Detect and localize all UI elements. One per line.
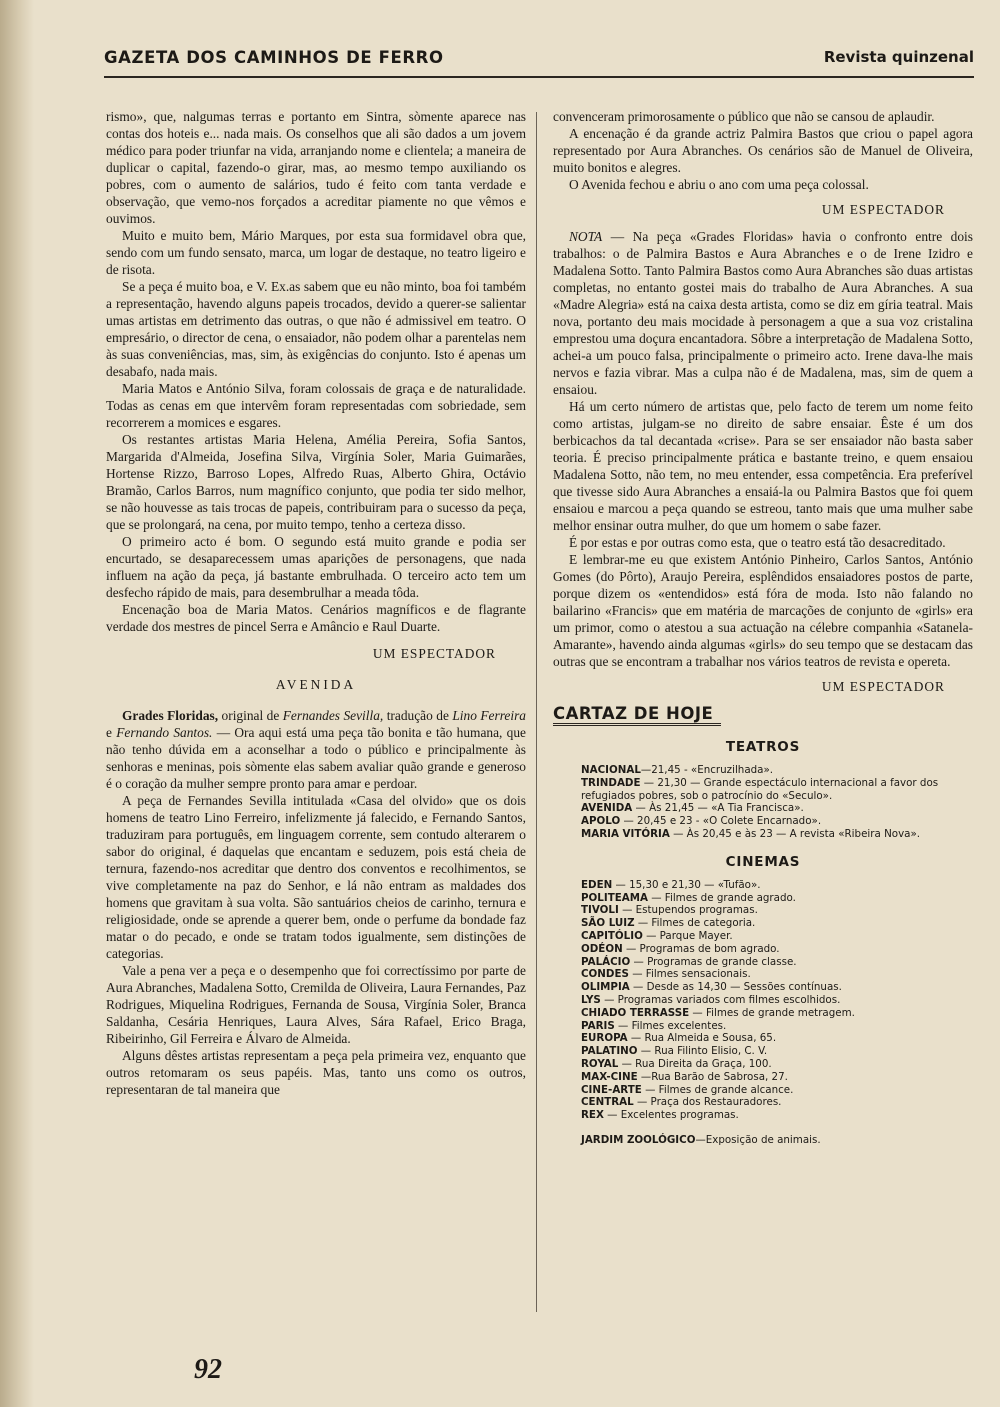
list-item bbox=[581, 904, 973, 917]
lead-text: original de bbox=[218, 708, 283, 723]
list-item bbox=[581, 1071, 973, 1084]
paragraph: E lembrar-me eu que existem António Pinheiro, Carlos Santos, António Gomes (do Pôrto), Araujo Pereira, esplêndidos ensaiadores postos de parte, porque dizem os «entendidos» está fóra de moda. Isto não falando no bailarino «Francis» que em matéria de marcações de conjunto de «girls» era um primor, como o atestou a sua actuação na célebre companhia «Satanela-Amarante», havendo ainda algumas «girls» do seu tempo que se destacam das outras que se encontram a trabalhar nos vários teatros de revista e opereta. bbox=[553, 552, 973, 669]
list-item bbox=[581, 1084, 973, 1097]
listing-info: — Filmes de grande metragem. bbox=[689, 1006, 855, 1019]
listing-name: CINE-ARTE bbox=[581, 1083, 642, 1096]
listing-name: JARDIM ZOOLÓGICO bbox=[581, 1133, 696, 1146]
list-item bbox=[581, 1058, 973, 1071]
paragraph: Alguns dêstes artistas representam a peça pela primeira vez, enquanto que outros retomaram os seus papéis. Mas, tanto uns como os outros, representaran de tal maneira que bbox=[106, 1048, 526, 1097]
listing-info: — Rua Almeida e Sousa, 65. bbox=[627, 1032, 777, 1045]
paragraph: convenceram primorosamente o público que não se cansou de aplaudir. bbox=[553, 109, 935, 124]
listing-name: CONDES bbox=[581, 968, 629, 981]
avenida-lead-paragraph bbox=[106, 707, 526, 792]
paragraph: Os restantes artistas Maria Helena, Amélia Pereira, Sofia Santos, Margarida d'Almeida, Josefina Silva, Virgínia Soler, Maria Guimarães, Hortense Rizzo, Barroso Lopes, Alfredo Ruas, Alberto Ghira, Octávio Bramão, Carlos Barros, num magnífico conjunto, que podia ter sido melhor, se não houvesse as tais trocas de papeis, contribuiram para o sucesso da peça, que se prolongará, na cena, por muito tempo, tenho a certeza disso. bbox=[106, 432, 526, 532]
paragraph: Se a peça é muito boa, e V. Ex.as sabem que eu não minto, boa foi também a representação, havendo alguns papeis trocados, devido a querer-se salientar umas artistas em detrimento das outras, o que não é admissivel em teatro. O empresário, o director de cena, o ensaiador, não podem olhar a parentelas nem às suas conveniências, mas, sim, às exigências do conjunto. Isto é apenas um desabafo, nada mais. bbox=[106, 279, 526, 379]
author-signature: UM ESPECTADOR bbox=[821, 679, 945, 694]
listing-name: ODÉON bbox=[581, 942, 623, 955]
publication-title: GAZETA DOS CAMINHOS DE FERRO bbox=[104, 48, 444, 67]
listing-info: —Rua Barão de Sabrosa, 27. bbox=[637, 1070, 788, 1083]
listing-name: REX bbox=[581, 1109, 604, 1122]
listing-info: — Às 21,45 — «A Tia Francisca». bbox=[632, 802, 804, 815]
publication-subtitle: Revista quinzenal bbox=[823, 48, 974, 66]
theatres-heading: TEATROS bbox=[725, 739, 801, 755]
listing-name: PARIS bbox=[581, 1019, 615, 1032]
listing-name: PALATINO bbox=[581, 1045, 638, 1058]
listing-name: CENTRAL bbox=[581, 1096, 634, 1109]
running-header bbox=[104, 48, 974, 72]
listing-name: ROYAL bbox=[581, 1057, 619, 1070]
nota-paragraph bbox=[553, 228, 973, 398]
listing-info: — Rua Direita da Graça, 100. bbox=[618, 1057, 772, 1070]
paragraph: Maria Matos e António Silva, foram colossais de graça e de naturalidade. Todas as cenas em que intervêm foram representadas com sobriedade, sem recorrerem a momices e esgares. bbox=[106, 381, 526, 430]
paragraph: Vale a pena ver a peça e o desempenho que foi correctíssimo por parte de Aura Abranches, Madalena Sotto, Cremilda de Oliveira, Laura Fernandes, Paz Rodrigues, Miquelina Rodrigues, Fernanda de Sousa, Virgínia Soler, Branca Saldanha, Cesária Henriques, Laura Alves, Sára Rafael, Erico Braga, Ribeirinho, Gil Ferreira e Álvaro de Almeida. bbox=[106, 963, 526, 1046]
listing-info: —Exposição de animais. bbox=[695, 1133, 821, 1146]
list-item bbox=[581, 1109, 973, 1122]
nota-text: — Na peça «Grades Floridas» havia o confronto entre dois trabalhos: o de Palmira Bastos e Aura Abranches e o de Irene Izidro e Madalena Sotto. Tanto Palmira Bastos como Aura Abranches são duas artistas completas, no entanto gostei mais do trabalho de Aura Abranches. A sua «Madre Alegria» está na caixa desta artista, como se diz em gíria teatral. Mais nova, portanto deu mais mocidade à personagem a que a sua voz cristalina emprestou uma doçura encantadora. Sôbre a interpretação de Madalena Sotto, achei-a um pouco falsa, principalmente o primeiro acto. Irene dava-lhe mais nervos e fazia vibrar. Mas a culpa não é de Madalena, mas, sim de quem a ensaiou. bbox=[553, 229, 973, 397]
paragraph: Encenação boa de Maria Matos. Cenários magníficos e de flagrante verdade dos mestres de pincel Serra e Amâncio e Raul Duarte. bbox=[106, 602, 526, 634]
listing-info: — Rua Filinto Elisio, C. V. bbox=[637, 1045, 768, 1058]
play-title: Grades Floridas, bbox=[122, 708, 219, 723]
listing-name: LYS bbox=[581, 993, 601, 1006]
listing-name: EUROPA bbox=[581, 1032, 628, 1045]
lead-text: — Ora aqui está uma peça tão bonita e tão humana, que não tenho dúvida em a aconselhar a todo o público e principalmente às senhoras e meninas, pois sòmente elas sabem avaliar quão grande e generoso é o coração da mulher sempre pronto para amar e perdoar. bbox=[106, 725, 526, 791]
list-item bbox=[581, 777, 973, 790]
zoo-listing bbox=[581, 1132, 973, 1149]
list-item bbox=[581, 994, 973, 1007]
lead-text: tradução de bbox=[383, 708, 453, 723]
listing-name: CHIADO TERRASSE bbox=[581, 1006, 690, 1019]
listing-info: — 15,30 e 21,30 — «Tufão». bbox=[612, 878, 761, 891]
listing-info: —21,45 - «Encruzilhada». bbox=[640, 764, 774, 776]
listing-name: TIVOLI bbox=[581, 904, 619, 917]
left-column bbox=[106, 108, 526, 1098]
translator-name: Fernando Santos. bbox=[116, 725, 213, 740]
header-rule bbox=[104, 76, 974, 78]
listing-info: — Filmes sensacionais. bbox=[628, 968, 751, 981]
listing-info: — Programas de grande classe. bbox=[630, 955, 797, 968]
cinemas-list bbox=[581, 879, 973, 1122]
column-divider bbox=[536, 112, 537, 1312]
translator-name: Lino Ferreira bbox=[452, 708, 526, 723]
listing-info: — Parque Mayer. bbox=[642, 929, 733, 942]
listing-info: — Excelentes programas. bbox=[603, 1109, 739, 1122]
list-item bbox=[581, 968, 973, 981]
paragraph: É por estas e por outras como esta, que o teatro está tão desacreditado. bbox=[569, 535, 946, 550]
list-item bbox=[581, 892, 973, 905]
listing-info: — Filmes de grande alcance. bbox=[641, 1083, 794, 1096]
listing-info: — Filmes de categoria. bbox=[634, 917, 756, 930]
author-signature: UM ESPECTADOR bbox=[372, 646, 496, 661]
listing-info: — Estupendos programas. bbox=[618, 904, 758, 917]
list-item bbox=[581, 1020, 973, 1033]
list-item bbox=[581, 930, 973, 943]
listing-name: OLIMPIA bbox=[581, 981, 630, 994]
author-signature: UM ESPECTADOR bbox=[821, 202, 945, 217]
listing-info: — 20,45 e 23 - «O Colete Encarnado». bbox=[620, 815, 822, 828]
cinemas-heading: CINEMAS bbox=[725, 853, 801, 870]
page-number: 92 bbox=[194, 1354, 222, 1385]
listing-name: EDEN bbox=[581, 878, 613, 891]
list-item bbox=[581, 956, 973, 969]
listing-name: NACIONAL bbox=[581, 764, 641, 776]
list-item bbox=[581, 815, 973, 828]
author-name: Fernandes Sevilla, bbox=[282, 708, 384, 723]
listing-info: — 21,30 — Grande espectáculo internacional a favor dos bbox=[640, 776, 939, 789]
listing-info: — Programas variados com filmes escolhidos. bbox=[600, 993, 841, 1006]
listing-info: — Praça dos Restauradores. bbox=[633, 1096, 782, 1109]
listing-info: — Filmes de grande agrado. bbox=[647, 891, 796, 904]
section-title: AVENIDA bbox=[275, 677, 357, 692]
listing-info: — Programas de bom agrado. bbox=[622, 942, 780, 955]
nota-label: NOTA bbox=[569, 229, 603, 244]
list-item bbox=[581, 1032, 973, 1045]
list-item bbox=[581, 943, 973, 956]
list-item bbox=[581, 1045, 973, 1058]
listing-info: — Filmes excelentes. bbox=[614, 1019, 727, 1032]
page-spine-shadow bbox=[0, 0, 34, 1407]
listings-title: CARTAZ DE HOJE bbox=[553, 705, 721, 726]
list-item bbox=[581, 981, 973, 994]
listing-name: SÃO LUIZ bbox=[581, 917, 635, 930]
list-item bbox=[581, 802, 973, 815]
listing-info-continued: refugiados pobres, sob o patrocínio do «Seculo». bbox=[581, 789, 833, 802]
paragraph: A encenação é da grande actriz Palmira Bastos que criou o papel agora representado por Aura Abranches. Os cenários são de Manuel de Oliveira, muito bonitos e alegres. bbox=[553, 126, 973, 175]
listing-name: PALÁCIO bbox=[581, 955, 631, 968]
paragraph: Muito e muito bem, Mário Marques, por esta sua formidavel obra que, sendo com um fundo sensato, marca, um logar de destaque, no teatro ligeiro e de risota. bbox=[106, 228, 526, 277]
paragraph: rismo», que, nalgumas terras e portanto em Sintra, sòmente aparece nas contas dos hoteis e... nada mais. Os conselhos que ali são dados a um jovem médico para poder triunfar na vida, arranjando nome e clientela; a maneira de duplicar o capital, fazendo-o girar, mas, ao mesmo tempo auxiliando os pobres, com o aumento de salários, tudo é feito com tanta verdade e observação, que vemo-nos forçados a acreditar piamente no que vêmos e ouvimos. bbox=[106, 109, 526, 226]
listing-name: MAX-CINE bbox=[581, 1070, 638, 1083]
list-item bbox=[581, 1007, 973, 1020]
listing-name: CAPITÓLIO bbox=[581, 929, 643, 942]
listing-name: AVENIDA bbox=[581, 802, 633, 815]
paragraph: O Avenida fechou e abriu o ano com uma peça colossal. bbox=[569, 177, 869, 192]
list-item bbox=[581, 917, 973, 930]
list-item bbox=[581, 879, 973, 892]
list-item bbox=[581, 764, 973, 777]
lead-text: e bbox=[106, 725, 117, 740]
listing-name: MARIA VITÓRIA bbox=[581, 827, 670, 840]
paragraph: Há um certo número de artistas que, pelo facto de terem um nome feito como artistas, julgam-se no direito de sabre ensaiar. Êste é um dos berbicachos da tal decantada «crise». Para se ser ensaiador não basta saber teoria. É preciso principalmente prática e bastante treino, e quem ensaiou Madalena Sotto, não tem, no meu entender, essa competência. Era preferível que tivesse sido Aura Abranches a ensaiá-la ou Palmira Bastos que foi quem ensaiou e marcou a peça quando se estreou, tanto mais que uma mulher sabe melhor ensinar outra mulher, do que um homem o sabe fazer. bbox=[553, 399, 973, 533]
theatres-list bbox=[581, 764, 973, 841]
listing-name: POLITEAMA bbox=[581, 891, 648, 904]
listings-box bbox=[553, 705, 973, 1149]
listing-info: — Desde as 14,30 — Sessões contínuas. bbox=[629, 981, 842, 994]
paragraph: A peça de Fernandes Sevilla intitulada «Casa del olvido» que os dois homens de teatro Lino Ferreiro, infelizmente já falecido, e Fernando Santos, traduziram para português, em linguagem corrente, sem contudo alterarem o sabor do original, é daquelas que encantam e seduzem, pois está cheia de ternura, fazendo-nos acreditar que dentro dos conventos e recolhimentos, se vive completamente na paz do Senhor, e lá não entram as maldades dos homens que gravitam à sua volta. São santuários cheios de carinho, ternura e religiosidade, onde se aprende a querer bem, onde o perfume da bondade faz matar o do pecado, e onde se tratam todos igualmente, sem distinções de categorias. bbox=[106, 793, 526, 961]
list-item bbox=[581, 1096, 973, 1109]
listing-name: TRINDADE bbox=[581, 776, 641, 789]
paragraph: O primeiro acto é bom. O segundo está muito grande e podia ser encurtado, se desaparecessem umas aparições de personagens, que nada influem na ação da peça, já bastante embrulhada. O terceiro acto tem um desfecho rápido de mais, para desembrulhar a meada tôda. bbox=[106, 534, 526, 600]
list-item bbox=[581, 828, 973, 841]
listing-name: APOLO bbox=[581, 815, 621, 828]
listing-info: — Às 20,45 e às 23 — A revista «Ribeira Nova». bbox=[669, 827, 921, 840]
right-column bbox=[553, 108, 973, 1149]
